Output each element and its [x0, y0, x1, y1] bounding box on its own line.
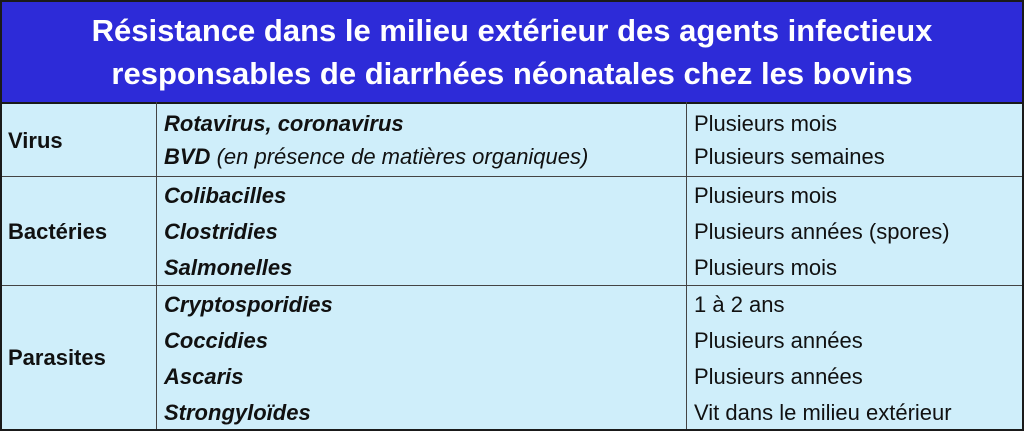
agent-cell	[164, 328, 268, 354]
agent-name: Strongyloïdes	[164, 400, 311, 425]
agent-name: Salmonelles	[164, 255, 293, 280]
agent-name: Colibacilles	[164, 183, 287, 208]
resistance-cell: Plusieurs années	[694, 364, 863, 389]
agent-name: Cryptosporidies	[164, 292, 333, 317]
group-virus	[2, 104, 1022, 177]
agent-cell	[164, 364, 244, 390]
column-divider	[686, 102, 687, 429]
agent-note: (en présence de matières organiques)	[216, 144, 589, 169]
resistance-cell: Plusieurs mois	[694, 183, 838, 208]
resistance-cell: Vit dans le milieu extérieur	[694, 400, 952, 425]
agent-cell	[164, 219, 278, 245]
category-label: Bactéries	[8, 219, 108, 244]
category-label: Virus	[8, 128, 63, 153]
resistance-cell: Plusieurs semaines	[694, 144, 885, 169]
agent-cell	[164, 255, 292, 281]
agent-cell	[164, 183, 286, 209]
title-line-2: responsables de diarrhées néonatales chez les bovins	[111, 56, 913, 91]
category-label: Parasites	[8, 345, 106, 370]
title-line-1: Résistance dans le milieu extérieur des agents infectieux	[91, 13, 933, 48]
agent-cell	[164, 144, 588, 170]
agent-name: Rotavirus, coronavirus	[164, 111, 404, 136]
group-bacteries	[2, 177, 1022, 286]
resistance-cell: 1 à 2 ans	[694, 292, 785, 317]
agent-name: Clostridies	[164, 219, 278, 244]
resistance-cell: Plusieurs mois	[694, 255, 838, 280]
agent-name: Ascaris	[164, 364, 244, 389]
agent-name: Coccidies	[164, 328, 268, 353]
resistance-cell: Plusieurs mois	[694, 111, 838, 136]
column-divider	[156, 102, 157, 429]
resistance-cell: Plusieurs années (spores)	[694, 219, 950, 244]
agent-name: BVD	[164, 144, 211, 169]
group-parasites	[2, 286, 1022, 431]
resistance-cell: Plusieurs années	[694, 328, 863, 353]
agent-cell	[164, 292, 333, 318]
table-title	[2, 2, 1022, 104]
agent-cell	[164, 400, 311, 426]
agent-cell	[164, 111, 404, 137]
